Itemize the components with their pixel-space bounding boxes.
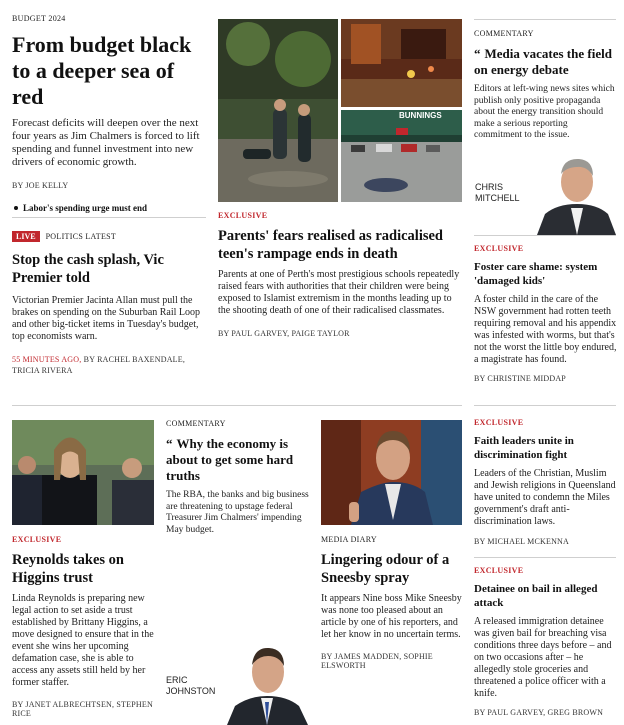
- detainee-body: A released immigration detainee was given bail for breaching visa conditions three days before – and on two occasions after – he allegedly stole groceries and threatened a police officer with a knife.: [474, 616, 612, 699]
- foster-story[interactable]: [474, 244, 618, 383]
- commentary1-headline[interactable]: [474, 46, 618, 78]
- author-first: ERIC: [166, 675, 188, 685]
- portrait-image: [537, 152, 616, 235]
- author-last: MITCHELL: [475, 193, 520, 203]
- bunnings-sign: BUNNINGS: [399, 111, 442, 120]
- divider: [474, 19, 616, 20]
- author-first: CHRIS: [475, 182, 504, 192]
- vic-meta: [12, 354, 208, 376]
- commentary1-headline-text: Media vacates the field on energy debate: [474, 46, 612, 77]
- lead-story[interactable]: [12, 14, 208, 213]
- portrait-image: [227, 640, 308, 725]
- foster-headline[interactable]: Foster care shame: system 'damaged kids': [474, 261, 598, 287]
- sneesby-byline[interactable]: BY JAMES MADDEN, SOPHIE ELSWORTH: [321, 652, 433, 670]
- court-crowd-image: [12, 420, 154, 525]
- economy-body: The RBA, the banks and big business are threatening to upstage federal Treasurer Jim Chalmers' impending May budget.: [166, 490, 309, 535]
- police-scene-image: [218, 19, 338, 202]
- perth-byline[interactable]: BY PAUL GARVEY, PAIGE TAYLOR: [218, 329, 350, 338]
- vic-headline[interactable]: Stop the cash splash, Vic Premier told: [12, 252, 164, 286]
- reynolds-byline[interactable]: BY JANET ALBRECHTSEN, STEPHEN RICE: [12, 700, 153, 718]
- detainee-headline[interactable]: Detainee on bail in alleged attack: [474, 583, 598, 609]
- author-photo-mitchell: [537, 152, 616, 235]
- divider: [12, 217, 206, 218]
- reynolds-photo[interactable]: [12, 420, 154, 525]
- lead-byline[interactable]: BY JOE KELLY: [12, 181, 69, 190]
- faith-body: Leaders of the Christian, Muslim and Jewish religions in Queensland have united to condemn the Miles government's draft anti-discrimination laws.: [474, 468, 616, 527]
- perth-police-photo[interactable]: [218, 19, 338, 202]
- vic-body: Victorian Premier Jacinta Allan must pull the brakes on spending on the Suburban Rail Loop and other big-ticket items in Tuesday's budget, top economists warn.: [12, 295, 201, 342]
- lead-kicker: BUDGET 2024: [12, 14, 66, 23]
- speaker-image: [321, 420, 462, 525]
- divider: [474, 405, 616, 406]
- sneesby-kicker: MEDIA DIARY: [321, 535, 377, 544]
- bunnings-carpark-photo[interactable]: [341, 110, 462, 202]
- reynolds-kicker: EXCLUSIVE: [12, 535, 62, 544]
- perth-body: Parents at one of Perth's most prestigious schools repeatedly raised fears with authorities that their children were being exposed to Islamist extremism in the months leading up to the shooting death of one of their radicalised classmates.: [218, 269, 460, 316]
- vic-byline[interactable]: BY RACHEL BAXENDALE, TRICIA RIVERA: [12, 355, 186, 375]
- lead-related-link[interactable]: [12, 203, 208, 213]
- sneesby-photo[interactable]: [321, 420, 462, 525]
- detainee-kicker: EXCLUSIVE: [474, 566, 524, 575]
- faith-headline[interactable]: Faith leaders unite in discrimination fight: [474, 435, 574, 461]
- author-photo-johnston: [227, 640, 308, 725]
- carpark-image: [341, 110, 462, 202]
- sneesby-headline[interactable]: Lingering odour of a Sneesby spray: [321, 552, 450, 586]
- divider: [474, 557, 616, 558]
- section-divider: [12, 405, 462, 406]
- faith-story[interactable]: [474, 418, 618, 546]
- commentary-economy[interactable]: [166, 419, 310, 536]
- perth-street-photo[interactable]: [341, 19, 462, 107]
- reynolds-body: Linda Reynolds is preparing new legal action to set aside a trust established by Brittany Higgins, a move designed to ensure that in the event she wins her upcoming defamation case, she is able to access any assets still held by her former staffer.: [12, 593, 154, 688]
- detainee-story[interactable]: [474, 566, 618, 717]
- author-name-mitchell[interactable]: [475, 182, 520, 204]
- author-name-johnston[interactable]: [166, 675, 215, 697]
- lead-related-label: Labor's spending urge must end: [23, 203, 148, 213]
- bullet-icon: [14, 206, 18, 210]
- economy-headline[interactable]: [166, 436, 310, 484]
- foster-body: A foster child in the care of the NSW government had rotten teeth requiring removal and his appendix was infested with worms, but that's not the worst the little boy endured, a magistrate has found.: [474, 294, 617, 365]
- foster-kicker: EXCLUSIVE: [474, 244, 524, 253]
- reynolds-headline[interactable]: Reynolds takes on Higgins trust: [12, 552, 124, 586]
- divider: [474, 235, 616, 236]
- sneesby-body: It appears Nine boss Mike Sneesby was none too pleased about an article by one of his reporters, and let her know in no uncertain terms.: [321, 593, 462, 640]
- quote-icon: “: [474, 46, 481, 61]
- vic-story[interactable]: [12, 231, 208, 376]
- reynolds-story[interactable]: [12, 535, 158, 718]
- night-street-image: [341, 19, 462, 107]
- sneesby-story[interactable]: [321, 535, 464, 670]
- live-badge: LIVE: [12, 231, 40, 242]
- foster-byline[interactable]: BY CHRISTINE MIDDAP: [474, 374, 566, 383]
- lead-standfirst: Forecast deficits will deepen over the next four years as Jim Chalmers is forced to lift spending and funnel investment into new drivers of economic growth.: [12, 117, 200, 168]
- economy-headline-text: Why the economy is about to get some hard truths: [166, 436, 294, 483]
- perth-story[interactable]: [218, 211, 462, 338]
- detainee-byline[interactable]: BY PAUL GARVEY, GREG BROWN: [474, 708, 604, 717]
- economy-kicker: COMMENTARY: [166, 419, 226, 428]
- perth-kicker: EXCLUSIVE: [218, 211, 268, 220]
- faith-byline[interactable]: BY MICHAEL MCKENNA: [474, 537, 570, 546]
- vic-kicker: POLITICS LATEST: [45, 232, 117, 241]
- commentary-energy[interactable]: [474, 29, 618, 142]
- author-last: JOHNSTON: [166, 686, 216, 696]
- commentary1-kicker: COMMENTARY: [474, 29, 534, 38]
- vic-time: 55 MINUTES AGO,: [12, 355, 82, 364]
- lead-headline[interactable]: From budget black to a deeper sea of red: [12, 32, 192, 109]
- faith-kicker: EXCLUSIVE: [474, 418, 524, 427]
- commentary1-body: Editors at left-wing news sites which publish only positive propaganda about the energy transition should make a serious reporting commitment to the issue.: [474, 84, 615, 140]
- quote-icon: “: [166, 436, 173, 451]
- perth-headline[interactable]: Parents' fears realised as radicalised teen's rampage ends in death: [218, 228, 443, 262]
